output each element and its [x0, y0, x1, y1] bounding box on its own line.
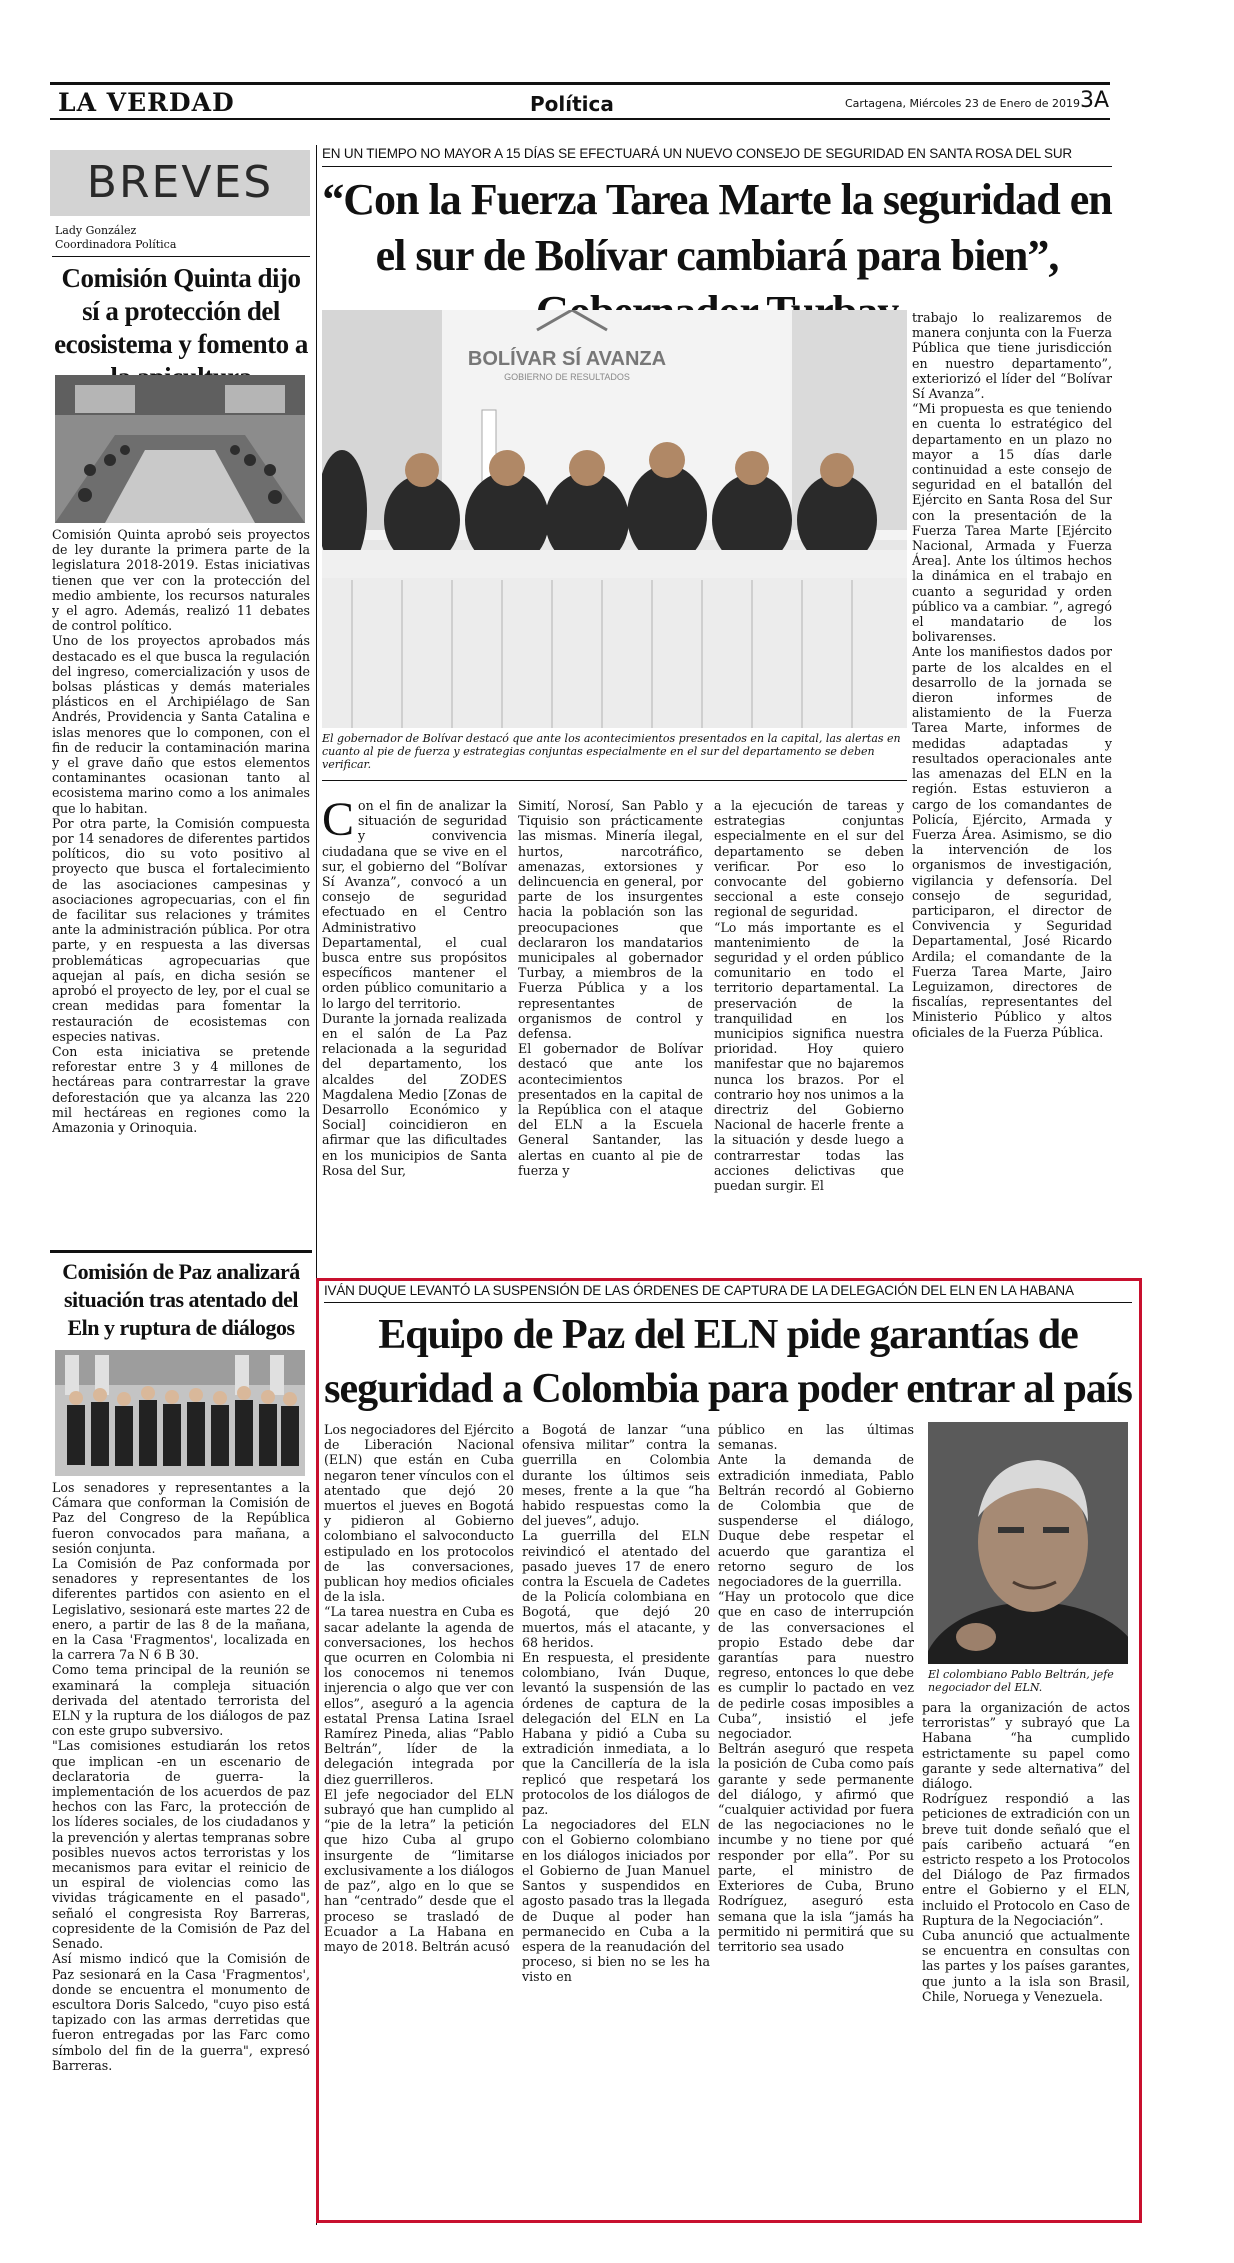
commission-photo-art [55, 375, 305, 523]
peace-commission-photo-art [55, 1350, 305, 1476]
drop-cap: C [322, 798, 355, 846]
story-main2-col4: para la organización de actos terroristas” y subrayó que La Habana “ha cumplido estrictamente su papel como garante y sede alternativa” del diálogo. Rodríguez respondió a las peticiones de extradición con un breve tuit donde señaló que el país caribeño actuará “en estricto respeto a los Protocolos del Diálogo de Paz firmados entre el Gobierno y el ELN, incluido el Protocolo en Caso de Ruptura de la Negociación”. Cuba anunció que actualmente se encuentra en consultas con las partes y los países garantes, que junto a la isla son Brasil, Chile, Noruega y Venezuela. [922, 1700, 1130, 2004]
story-main2-kicker: IVÁN DUQUE LEVANTÓ LA SUSPENSIÓN DE LAS ÓRDENES DE CAPTURA DE LA DELEGACIÓN DEL ELN EN LA HABANA [324, 1283, 1074, 1298]
page-number: 3A [1080, 88, 1110, 113]
divider [52, 256, 310, 257]
security-council-photo-art [322, 310, 907, 728]
story2-body: Los senadores y representantes a la Cámara que conforman la Comisión de Paz del Congreso de la República fueron convocados para mañana, a sesión conjunta. La Comisión de Paz conformada por senadores y representantes de los diferentes partidos con asiento en el Legislativo, sesionará este martes 22 de enero, a partir de las 8 de la mañana, en la Casa 'Fragmentos', localizada en la carrera 7a N 6 B 30. Como tema principal de la reunión se examinará la compleja situación derivada del atentado terrorista del ELN y la ruptura de los diálogos de paz con este grupo subversivo. "Las comisiones estudiarán los retos que implican -en un escenario de declaratoria de guerra- la implementación de los acuerdos de paz hechos con las Farc, la protección de los líderes sociales, de los ciudadanos y la prevención y alertas tempranas sobre posibles nuevos actos terroristas y los mecanismos para evitar el reinicio de un espiral de violencias como las vividas trágicamente en el pasado", señaló el congresista Roy Barreras, copresidente de la Comisión de Paz del Senado. Así mismo indicó que la Comisión de Paz sesionará en la Casa 'Fragmentos', donde se encuentra el monumento de escultora Doris Salcedo, "cuyo piso está tapizado con las armas derretidas que fueron entregadas por las Farc como símbolo del fin de la guerra", expresó Barreras. [52, 1480, 310, 2073]
story2-headline: Comisión de Paz analizará situación tras atentado del Eln y ruptura de diálogos [62, 1259, 300, 1340]
story-main2-headline: Equipo de Paz del ELN pide garantías de seguridad a Colombia para poder entrar al país [324, 1312, 1132, 1412]
byline-role: Coordinadora Política [55, 238, 177, 251]
section-name: Política [530, 92, 614, 116]
story-main1-col3: a la ejecución de tareas y estrategias conjuntas especialmente en el sur del departamento se deben verificar. Por eso lo convocante del gobierno seccional a este consejo regional de seguridad. “Lo más importante es el mantenimiento de la seguridad y el orden público comunitario en todo el territorio departamental. La preservación de la tranquilidad en los municipios significa nuestra prioridad. Hoy quiero manifestar que no bajaremos nunca los brazos. Por el contrario hoy nos unimos a la directriz del Gobierno Nacional de hacerle frente a la situación y desde luego a contrarrestar todas las acciones delictivas que puedan surgir. El [714, 798, 904, 1194]
story-main1-col1 [322, 798, 507, 1268]
breves-title: BREVES [50, 150, 310, 216]
story1-body: Comisión Quinta aprobó seis proyectos de ley durante la primera parte de la legislatura 2018-2019. Estas iniciativas tienen que ver con la protección del medio ambiente, los recursos naturales y el agro. Además, realizó 11 debates de control político. Uno de los proyectos aprobados más destacado es el que busca la regulación del ingreso, comercialización y usos de bolsas plásticas y demás materiales plásticos en el Archipiélago de San Andrés, Providencia y Santa Catalina e islas menores que lo componen, con el fin de reducir la contaminación marina y el grave daño que estos elementos contaminantes ocasionan tanto al ecosistema marino como a los animales que lo habitan. Por otra parte, la Comisión compuesta por 14 senadores de diferentes partidos políticos, dio su voto positivo al proyecto que busca el fortalecimiento de las asociaciones campesinas y asociaciones agropecuarias, con el fin de facilitar sus relaciones y trámites ante la administración pública. Por otra parte, y en respuesta a las diversas problemáticas agropecuarias que aquejan al país, en dicha sesión se aprobó el proyecto de ley, por el cual se crean medidas para fomentar la restauración de ecosistemas con especies nativas. Con esta iniciativa se pretende reforestar entre 3 y 4 millones de hectáreas para contrarrestar la grave deforestación que ya alcanza las 220 mil hectáreas en regiones como la Amazonia y Orinoquia. [52, 527, 310, 1135]
pablo-beltran-photo-art [928, 1422, 1128, 1664]
banner-text: BOLÍVAR SÍ AVANZA [467, 348, 667, 370]
story-main1-col4: trabajo lo realizaremos de manera conjunta con la Fuerza Pública que tiene jurisdicción en nuestro departamento”, exteriorizó el líder del “Bolívar Sí Avanza”. “Mi propuesta es que teniendo en cuenta lo estratégico del departamento en un plazo no mayor a 15 días darle continuidad a este consejo de seguridad en el batallón del Ejército en Santa Rosa del Sur con la presentación de la Fuerza Tarea Marte [Ejército Nacional, Armada y Fuerza Área]. Ante los últimos hechos la dinámica en el trabajo en cuanto a seguridad y orden público va a cambiar. ”, agregó el mandatario de los bolivarenses. Ante los manifiestos dados por parte de los alcaldes en el desarrollo de la jornada se dieron informes de alistamiento de la Fuerza Tarea Marte, informes de medidas adaptadas y resultados operacionales ante las amenazas del ELN en la región. Estas estuvieron a cargo de los comandantes de Policía, Ejército, Armada y Fuerza Área. Asimismo, se dio la intervención de los organismos de investigación, vigilancia y defensoría. Del consejo de seguridad, participaron, el director de Convivencia y Seguridad Departamental, José Ricardo Ardila; el comandante de la Fuerza Tarea Marte, Jairo Leguizamon, directores de fiscalías, representantes del Ministerio Público y altos oficiales de la Fuerza Pública. [912, 310, 1112, 1040]
newspaper-name: LA VERDAD [58, 88, 235, 117]
story-main2-col2: a Bogotá de lanzar “una ofensiva militar” contra la guerrilla en Colombia durante los últimos seis meses, frente a la que “ha habido respuestas como la del jueves”, adujo. La guerrilla del ELN reivindicó el atentado del pasado jueves 17 de enero contra la Escuela de Cadetes de la Policía colombiana en Bogotá, que dejó 20 muertos, más el atacante, y 68 heridos. En respuesta, el presidente colombiano, Iván Duque, levantó la suspensión de las órdenes de captura de la delegación del ELN en La Habana y pidió a Cuba su extradición inmediata, a lo que la Cancillería de la isla replicó que respetará los protocolos de los diálogos de paz. La negociadores del ELN con el Gobierno colombiano en los diálogos iniciados por el Gobierno de Juan Manuel Santos y suspendidos en agosto pasado tras la llegada de Duque al poder han permanecido en Cuba a la espera de la reanudación del proceso, si bien no se les ha visto en [522, 1422, 710, 1985]
byline [55, 224, 176, 252]
story-main2-caption: El colombiano Pablo Beltrán, jefe negociador del ELN. [928, 1668, 1114, 1694]
security-council-photo [322, 310, 907, 728]
peace-commission-photo [55, 1350, 305, 1476]
divider [322, 780, 907, 781]
top-rule [50, 82, 1110, 85]
commission-photo [55, 375, 305, 523]
banner-subtext: GOBIERNO DE RESULTADOS [504, 372, 630, 382]
story-main1-kicker: EN UN TIEMPO NO MAYOR A 15 DÍAS SE EFECTUARÁ UN NUEVO CONSEJO DE SEGURIDAD EN SANTA ROSA DEL SUR [322, 146, 1072, 161]
masthead-rule [50, 118, 1110, 120]
pablo-beltran-photo [928, 1422, 1128, 1664]
story-main1-col2: Simití, Norosí, San Pablo y Tiquisio son prácticamente las mismas. Minería ilegal, hurtos, narcotráfico, amenazas, extorsiones y delincuencia en general, por parte de los insurgentes hacia la población son las preocupaciones que declararon los mandatarios municipales al gobernador Turbay, a miembros de la Fuerza Pública y a los representantes de organismos de control y defensa. El gobernador de Bolívar destacó que ante los acontecimientos presentados en la capital de la República con el ataque del ELN a la Escuela General Santander, las alertas en cuanto al pie de fuerza y [518, 798, 703, 1178]
story-main2-col1: Los negociadores del Ejército de Liberación Nacional (ELN) que están en Cuba negaron tener vínculos con el atentado que dejó 20 muertos el jueves en Bogotá y pidieron al Gobierno colombiano el salvoconducto estipulado en los protocolos de las conversaciones, publican hoy medios oficiales de la isla. “La tarea nuestra en Cuba es sacar adelante la agenda de conversaciones, los hechos que ocurren en Colombia ni los conocemos ni tenemos injerencia o algo que ver con ellos”, aseguró a la agencia estatal Prensa Latina Israel Ramírez Pineda, alias “Pablo Beltrán”, líder de la delegación integrada por diez guerrilleros. El jefe negociador del ELN subrayó que han cumplido al “pie de la letra” la petición que hizo Cuba al grupo insurgente de “limitarse exclusivamente a los diálogos de paz”, algo en lo que se han “centrado” desde que el proceso se trasladó de Ecuador a La Habana en mayo de 2018. Beltrán acusó [324, 1422, 514, 1954]
divider [322, 166, 1112, 167]
divider [324, 1302, 1132, 1303]
story-main2-col3: público en las últimas semanas. Ante la demanda de extradición inmediata, Pablo Beltrán recordó al Gobierno de Colombia que de suspenderse el diálogo, Duque debe respetar el acuerdo que garantiza el retorno seguro de los negociadores de la guerrilla. “Hay un protocolo que dice que en caso de interrupción de las conversaciones el propio Estado debe dar garantías para nuestro regreso, entonces lo que debe es cumplir lo pactado en vez de pedirle cosas imposibles a Cuba”, insistió el jefe negociador. Beltrán aseguró que respeta la posición de Cuba como país garante y sede permanente del diálogo, y afirmó que “cualquier actividad por fuera de las negociaciones no le incumbe y no tiene por qué responder por ella”. Por su parte, el ministro de Exteriores de Cuba, Bruno Rodríguez, aseguró esta semana que la isla “jamás ha permitido ni permitirá que su territorio sea usado [718, 1422, 914, 1954]
story1-headline: Comisión Quinta dijo sí a protección del ecosistema y fomento a [54, 263, 308, 359]
divider [50, 1250, 312, 1253]
story-main1-caption: El gobernador de Bolívar destacó que ante los acontecimientos presentados en la capital, las alertas en cuanto al pie de fuerza y estrategias conjuntas especialmente en el sur del departamento se deben verificar. [322, 732, 901, 771]
story-main1-headline: “Con la Fuerza Tarea Marte la seguridad en el sur de Bolívar cambiará para bien”, [322, 175, 1112, 280]
byline-name: Lady González [55, 224, 137, 237]
story-main1-col1-text: on el fin de analizar la situación de seguridad y convivencia ciudadana que se vive en el sur, el gobierno del “Bolívar Sí Avanza”, convocó a un consejo de seguridad efectuado en el Centro Administrativo Departamental, el cual busca entre sus propósitos específicos mantener el orden público comunitario a lo largo del territorio. Durante la jornada realizada en el salón de La Paz relacionada a la seguridad del departamento, los alcaldes del ZODES Magdalena Medio [Zonas de Desarrollo Económico y Social] coincidieron en afirmar que las dificultades en los municipios de Santa Rosa del Sur, [322, 798, 507, 1178]
issue-date: Cartagena, Miércoles 23 de Enero de 2019 [845, 97, 1081, 110]
